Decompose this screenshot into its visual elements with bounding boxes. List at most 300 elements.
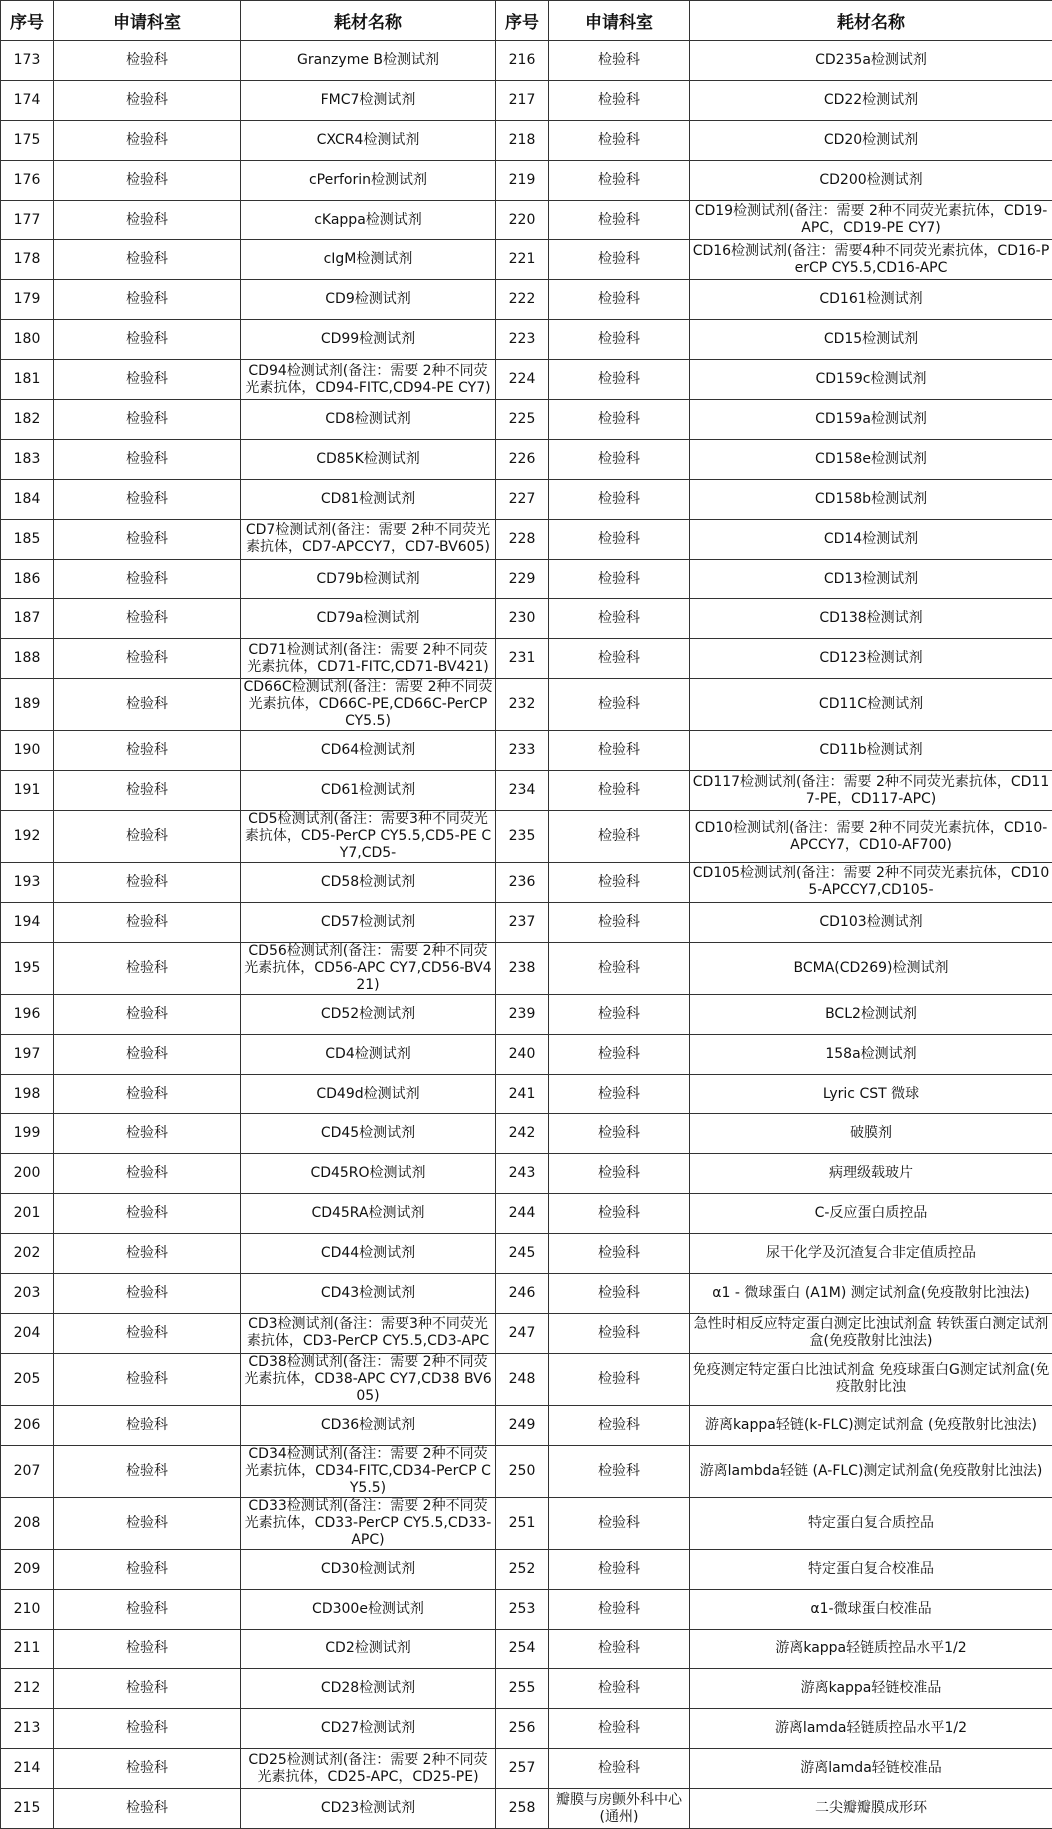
table-row (1, 519, 1052, 559)
seq-cell: 221 (496, 240, 549, 280)
name-cell: Granzyme B检测试剂 (241, 41, 496, 81)
dept-cell: 检验科 (54, 1709, 241, 1749)
dept-cell: 检验科 (54, 80, 241, 120)
dept-cell: 检验科 (54, 1194, 241, 1234)
name-cell: CD105检测试剂(备注：需要 2种不同荧光素抗体，CD105-APCCY7,CD105- (690, 863, 1052, 903)
dept-cell: 检验科 (54, 41, 241, 81)
dept-cell: 检验科 (54, 1749, 241, 1789)
table-row (1, 280, 1052, 320)
dept-cell: 检验科 (54, 1114, 241, 1154)
dept-cell: 检验科 (54, 160, 241, 200)
dept-cell: 检验科 (549, 1405, 690, 1445)
seq-cell: 196 (1, 994, 54, 1034)
table-row (1, 1034, 1052, 1074)
table-row (1, 1074, 1052, 1114)
dept-cell: 检验科 (549, 902, 690, 942)
name-cell: CD45RO检测试剂 (241, 1154, 496, 1194)
name-cell: Lyric CST 微球 (690, 1074, 1052, 1114)
seq-cell: 189 (1, 679, 54, 731)
name-cell: CD45检测试剂 (241, 1114, 496, 1154)
name-cell: CD20检测试剂 (690, 120, 1052, 160)
dept-cell: 检验科 (54, 1353, 241, 1405)
dept-cell: 检验科 (549, 120, 690, 160)
seq-cell: 239 (496, 994, 549, 1034)
dept-cell: 检验科 (54, 400, 241, 440)
name-cell: CD64检测试剂 (241, 731, 496, 771)
seq-cell: 237 (496, 902, 549, 942)
dept-cell: 检验科 (54, 771, 241, 811)
seq-cell: 228 (496, 519, 549, 559)
name-cell: 特定蛋白复合校准品 (690, 1549, 1052, 1589)
seq-cell: 222 (496, 280, 549, 320)
header-row (1, 1, 1052, 41)
dept-cell: 检验科 (549, 1313, 690, 1353)
dept-cell: 检验科 (54, 1669, 241, 1709)
name-cell: 游离kappa轻链校准品 (690, 1669, 1052, 1709)
name-cell: CD79b检测试剂 (241, 559, 496, 599)
name-cell: CD23检测试剂 (241, 1789, 496, 1829)
name-cell: CXCR4检测试剂 (241, 120, 496, 160)
dept-cell: 检验科 (549, 771, 690, 811)
name-cell: cIgM检测试剂 (241, 240, 496, 280)
seq-cell: 174 (1, 80, 54, 120)
seq-cell: 190 (1, 731, 54, 771)
name-cell: CD158e检测试剂 (690, 439, 1052, 479)
dept-cell: 检验科 (54, 240, 241, 280)
seq-cell: 181 (1, 360, 54, 400)
name-cell: CD43检测试剂 (241, 1274, 496, 1314)
dept-cell: 检验科 (549, 200, 690, 240)
dept-cell: 检验科 (54, 439, 241, 479)
name-cell: 二尖瓣瓣膜成形环 (690, 1789, 1052, 1829)
dept-cell: 检验科 (54, 1405, 241, 1445)
seq-cell: 208 (1, 1497, 54, 1549)
dept-cell: 检验科 (54, 1074, 241, 1114)
table-row (1, 1114, 1052, 1154)
dept-cell: 检验科 (54, 120, 241, 160)
name-cell: CD61检测试剂 (241, 771, 496, 811)
seq-cell: 256 (496, 1709, 549, 1749)
seq-cell: 257 (496, 1749, 549, 1789)
seq-cell: 207 (1, 1445, 54, 1497)
table-row (1, 599, 1052, 639)
dept-cell: 检验科 (549, 41, 690, 81)
seq-cell: 180 (1, 320, 54, 360)
seq-cell: 210 (1, 1589, 54, 1629)
name-cell: CD34检测试剂(备注：需要 2种不同荧光素抗体，CD34-FITC,CD34-PerCP CY5.5) (241, 1445, 496, 1497)
seq-cell: 243 (496, 1154, 549, 1194)
seq-cell: 183 (1, 439, 54, 479)
header-dept-right: 申请科室 (549, 1, 690, 41)
table-row (1, 731, 1052, 771)
seq-cell: 200 (1, 1154, 54, 1194)
dept-cell: 检验科 (54, 360, 241, 400)
dept-cell: 检验科 (54, 1629, 241, 1669)
name-cell: CD9检测试剂 (241, 280, 496, 320)
seq-cell: 187 (1, 599, 54, 639)
seq-cell: 212 (1, 1669, 54, 1709)
dept-cell: 检验科 (54, 1274, 241, 1314)
name-cell: CD49d检测试剂 (241, 1074, 496, 1114)
seq-cell: 258 (496, 1789, 549, 1829)
seq-cell: 248 (496, 1353, 549, 1405)
dept-cell: 检验科 (54, 994, 241, 1034)
dept-cell: 检验科 (54, 599, 241, 639)
dept-cell: 检验科 (549, 1629, 690, 1669)
seq-cell: 233 (496, 731, 549, 771)
dept-cell: 检验科 (54, 863, 241, 903)
seq-cell: 250 (496, 1445, 549, 1497)
name-cell: CD103检测试剂 (690, 902, 1052, 942)
name-cell: 游离lamda轻链质控品水平1/2 (690, 1709, 1052, 1749)
name-cell: BCL2检测试剂 (690, 994, 1052, 1034)
dept-cell: 检验科 (549, 1709, 690, 1749)
seq-cell: 192 (1, 811, 54, 863)
dept-cell: 检验科 (549, 320, 690, 360)
seq-cell: 224 (496, 360, 549, 400)
dept-cell: 检验科 (54, 1549, 241, 1589)
table-row (1, 1629, 1052, 1669)
dept-cell: 检验科 (549, 1497, 690, 1549)
seq-cell: 234 (496, 771, 549, 811)
dept-cell: 检验科 (54, 1313, 241, 1353)
name-cell: CD36检测试剂 (241, 1405, 496, 1445)
seq-cell: 177 (1, 200, 54, 240)
seq-cell: 217 (496, 80, 549, 120)
name-cell: CD81检测试剂 (241, 479, 496, 519)
name-cell: CD94检测试剂(备注：需要 2种不同荧光素抗体，CD94-FITC,CD94-PE CY7) (241, 360, 496, 400)
seq-cell: 205 (1, 1353, 54, 1405)
dept-cell: 检验科 (549, 1549, 690, 1589)
table-row (1, 1154, 1052, 1194)
table-row (1, 1445, 1052, 1497)
dept-cell: 检验科 (549, 942, 690, 994)
seq-cell: 238 (496, 942, 549, 994)
seq-cell: 199 (1, 1114, 54, 1154)
dept-cell: 检验科 (54, 1034, 241, 1074)
seq-cell: 176 (1, 160, 54, 200)
dept-cell: 检验科 (549, 1749, 690, 1789)
seq-cell: 215 (1, 1789, 54, 1829)
dept-cell: 检验科 (549, 360, 690, 400)
seq-cell: 226 (496, 439, 549, 479)
dept-cell: 检验科 (54, 1497, 241, 1549)
seq-cell: 235 (496, 811, 549, 863)
dept-cell: 检验科 (549, 1034, 690, 1074)
name-cell: CD28检测试剂 (241, 1669, 496, 1709)
dept-cell: 检验科 (549, 439, 690, 479)
name-cell: CD57检测试剂 (241, 902, 496, 942)
name-cell: CD7检测试剂(备注：需要 2种不同荧光素抗体，CD7-APCCY7，CD7-BV605) (241, 519, 496, 559)
dept-cell: 检验科 (549, 679, 690, 731)
dept-cell: 检验科 (549, 639, 690, 679)
dept-cell: 检验科 (549, 1114, 690, 1154)
table-row (1, 902, 1052, 942)
table-row (1, 1749, 1052, 1789)
dept-cell: 检验科 (54, 320, 241, 360)
seq-cell: 251 (496, 1497, 549, 1549)
seq-cell: 206 (1, 1405, 54, 1445)
table-row (1, 240, 1052, 280)
name-cell: cKappa检测试剂 (241, 200, 496, 240)
table-row (1, 1194, 1052, 1234)
name-cell: 病理级载玻片 (690, 1154, 1052, 1194)
seq-cell: 188 (1, 639, 54, 679)
name-cell: CD56检测试剂(备注：需要 2种不同荧光素抗体，CD56-APC CY7,CD56-BV421) (241, 942, 496, 994)
dept-cell: 检验科 (54, 200, 241, 240)
name-cell: CD16检测试剂(备注：需要4种不同荧光素抗体，CD16-PerCP CY5.5,CD16-APC (690, 240, 1052, 280)
table-row (1, 679, 1052, 731)
name-cell: CD138检测试剂 (690, 599, 1052, 639)
seq-cell: 247 (496, 1313, 549, 1353)
seq-cell: 242 (496, 1114, 549, 1154)
table-row (1, 863, 1052, 903)
name-cell: 急性时相反应特定蛋白测定比浊试剂盒 转铁蛋白测定试剂盒(免疫散射比浊法) (690, 1313, 1052, 1353)
seq-cell: 220 (496, 200, 549, 240)
dept-cell: 检验科 (54, 639, 241, 679)
dept-cell: 检验科 (549, 1669, 690, 1709)
seq-cell: 240 (496, 1034, 549, 1074)
table-row (1, 1353, 1052, 1405)
name-cell: CD161检测试剂 (690, 280, 1052, 320)
name-cell: CD44检测试剂 (241, 1234, 496, 1274)
table-row (1, 639, 1052, 679)
table-row (1, 160, 1052, 200)
name-cell: α1 - 微球蛋白 (A1M) 测定试剂盒(免疫散射比浊法) (690, 1274, 1052, 1314)
table-body (1, 41, 1052, 1829)
seq-cell: 191 (1, 771, 54, 811)
seq-cell: 197 (1, 1034, 54, 1074)
seq-cell: 252 (496, 1549, 549, 1589)
dept-cell: 检验科 (549, 479, 690, 519)
table-row (1, 400, 1052, 440)
name-cell: CD117检测试剂(备注：需要 2种不同荧光素抗体，CD117-PE，CD117-APC) (690, 771, 1052, 811)
table-row (1, 479, 1052, 519)
seq-cell: 203 (1, 1274, 54, 1314)
seq-cell: 225 (496, 400, 549, 440)
name-cell: CD33检测试剂(备注：需要 2种不同荧光素抗体，CD33-PerCP CY5.5,CD33-APC) (241, 1497, 496, 1549)
dept-cell: 检验科 (54, 1589, 241, 1629)
table-row (1, 811, 1052, 863)
dept-cell: 瓣膜与房颤外科中心(通州) (549, 1789, 690, 1829)
dept-cell: 检验科 (549, 599, 690, 639)
name-cell: CD300e检测试剂 (241, 1589, 496, 1629)
seq-cell: 245 (496, 1234, 549, 1274)
dept-cell: 检验科 (549, 80, 690, 120)
seq-cell: 195 (1, 942, 54, 994)
header-seq-right: 序号 (496, 1, 549, 41)
table-row (1, 1497, 1052, 1549)
name-cell: CD15检测试剂 (690, 320, 1052, 360)
table-row (1, 994, 1052, 1034)
name-cell: 特定蛋白复合质控品 (690, 1497, 1052, 1549)
name-cell: CD14检测试剂 (690, 519, 1052, 559)
name-cell: 破膜剂 (690, 1114, 1052, 1154)
table-row (1, 1709, 1052, 1749)
name-cell: CD11C检测试剂 (690, 679, 1052, 731)
seq-cell: 232 (496, 679, 549, 731)
name-cell: CD13检测试剂 (690, 559, 1052, 599)
name-cell: C-反应蛋白质控品 (690, 1194, 1052, 1234)
seq-cell: 202 (1, 1234, 54, 1274)
name-cell: FMC7检测试剂 (241, 80, 496, 120)
dept-cell: 检验科 (549, 811, 690, 863)
dept-cell: 检验科 (549, 400, 690, 440)
seq-cell: 223 (496, 320, 549, 360)
name-cell: CD27检测试剂 (241, 1709, 496, 1749)
name-cell: CD158b检测试剂 (690, 479, 1052, 519)
seq-cell: 229 (496, 559, 549, 599)
name-cell: CD3检测试剂(备注：需要3种不同荧光素抗体，CD3-PerCP CY5.5,CD3-APC (241, 1313, 496, 1353)
dept-cell: 检验科 (549, 519, 690, 559)
dept-cell: 检验科 (54, 811, 241, 863)
name-cell: CD85K检测试剂 (241, 439, 496, 479)
name-cell: CD58检测试剂 (241, 863, 496, 903)
table-row (1, 1669, 1052, 1709)
table-row (1, 41, 1052, 81)
seq-cell: 216 (496, 41, 549, 81)
dept-cell: 检验科 (549, 1353, 690, 1405)
seq-cell: 253 (496, 1589, 549, 1629)
dept-cell: 检验科 (549, 1274, 690, 1314)
name-cell: CD79a检测试剂 (241, 599, 496, 639)
dept-cell: 检验科 (549, 1445, 690, 1497)
seq-cell: 209 (1, 1549, 54, 1589)
dept-cell: 检验科 (54, 1234, 241, 1274)
header-seq-left: 序号 (1, 1, 54, 41)
dept-cell: 检验科 (54, 731, 241, 771)
name-cell: 游离kappa轻链质控品水平1/2 (690, 1629, 1052, 1669)
seq-cell: 173 (1, 41, 54, 81)
name-cell: CD19检测试剂(备注：需要 2种不同荧光素抗体，CD19-APC，CD19-PE CY7) (690, 200, 1052, 240)
seq-cell: 204 (1, 1313, 54, 1353)
name-cell: CD45RA检测试剂 (241, 1194, 496, 1234)
name-cell: 尿干化学及沉渣复合非定值质控品 (690, 1234, 1052, 1274)
name-cell: CD99检测试剂 (241, 320, 496, 360)
seq-cell: 214 (1, 1749, 54, 1789)
dept-cell: 检验科 (54, 280, 241, 320)
table-row (1, 942, 1052, 994)
seq-cell: 218 (496, 120, 549, 160)
dept-cell: 检验科 (54, 902, 241, 942)
dept-cell: 检验科 (549, 731, 690, 771)
dept-cell: 检验科 (549, 1234, 690, 1274)
table-row (1, 771, 1052, 811)
dept-cell: 检验科 (549, 1589, 690, 1629)
dept-cell: 检验科 (549, 280, 690, 320)
name-cell: CD25检测试剂(备注：需要 2种不同荧光素抗体，CD25-APC，CD25-PE) (241, 1749, 496, 1789)
seq-cell: 211 (1, 1629, 54, 1669)
table-row (1, 120, 1052, 160)
dept-cell: 检验科 (54, 559, 241, 599)
dept-cell: 检验科 (549, 1154, 690, 1194)
seq-cell: 231 (496, 639, 549, 679)
table-row (1, 1589, 1052, 1629)
name-cell: cPerforin检测试剂 (241, 160, 496, 200)
dept-cell: 检验科 (54, 679, 241, 731)
seq-cell: 198 (1, 1074, 54, 1114)
name-cell: CD200检测试剂 (690, 160, 1052, 200)
header-item-left: 耗材名称 (241, 1, 496, 41)
dept-cell: 检验科 (549, 1194, 690, 1234)
seq-cell: 186 (1, 559, 54, 599)
name-cell: CD159c检测试剂 (690, 360, 1052, 400)
dept-cell: 检验科 (54, 479, 241, 519)
name-cell: 免疫测定特定蛋白比浊试剂盒 免疫球蛋白G测定试剂盒(免疫散射比浊 (690, 1353, 1052, 1405)
seq-cell: 178 (1, 240, 54, 280)
seq-cell: 175 (1, 120, 54, 160)
name-cell: 游离lambda轻链 (A-FLC)测定试剂盒(免疫散射比浊法) (690, 1445, 1052, 1497)
seq-cell: 194 (1, 902, 54, 942)
dept-cell: 检验科 (549, 863, 690, 903)
seq-cell: 201 (1, 1194, 54, 1234)
seq-cell: 254 (496, 1629, 549, 1669)
name-cell: α1-微球蛋白校准品 (690, 1589, 1052, 1629)
seq-cell: 255 (496, 1669, 549, 1709)
dept-cell: 检验科 (54, 519, 241, 559)
table-row (1, 80, 1052, 120)
dept-cell: 检验科 (54, 1445, 241, 1497)
name-cell: BCMA(CD269)检测试剂 (690, 942, 1052, 994)
name-cell: 游离kappa轻链(k-FLC)测定试剂盒 (免疫散射比浊法) (690, 1405, 1052, 1445)
header-dept-left: 申请科室 (54, 1, 241, 41)
name-cell: CD123检测试剂 (690, 639, 1052, 679)
name-cell: CD52检测试剂 (241, 994, 496, 1034)
seq-cell: 184 (1, 479, 54, 519)
seq-cell: 236 (496, 863, 549, 903)
name-cell: CD10检测试剂(备注：需要 2种不同荧光素抗体，CD10-APCCY7，CD10-AF700) (690, 811, 1052, 863)
name-cell: 游离lamda轻链校准品 (690, 1749, 1052, 1789)
table-row (1, 1549, 1052, 1589)
seq-cell: 185 (1, 519, 54, 559)
name-cell: CD38检测试剂(备注：需要 2种不同荧光素抗体，CD38-APC CY7,CD38 BV605) (241, 1353, 496, 1405)
seq-cell: 179 (1, 280, 54, 320)
dept-cell: 检验科 (54, 942, 241, 994)
seq-cell: 219 (496, 160, 549, 200)
dept-cell: 检验科 (54, 1154, 241, 1194)
name-cell: CD5检测试剂(备注：需要3种不同荧光素抗体，CD5-PerCP CY5.5,CD5-PE CY7,CD5- (241, 811, 496, 863)
name-cell: CD22检测试剂 (690, 80, 1052, 120)
name-cell: CD2检测试剂 (241, 1629, 496, 1669)
name-cell: CD235a检测试剂 (690, 41, 1052, 81)
name-cell: CD4检测试剂 (241, 1034, 496, 1074)
seq-cell: 227 (496, 479, 549, 519)
dept-cell: 检验科 (549, 1074, 690, 1114)
dept-cell: 检验科 (549, 994, 690, 1034)
name-cell: CD71检测试剂(备注：需要 2种不同荧光素抗体，CD71-FITC,CD71-BV421) (241, 639, 496, 679)
table-row (1, 1789, 1052, 1829)
table-row (1, 320, 1052, 360)
name-cell: CD8检测试剂 (241, 400, 496, 440)
seq-cell: 249 (496, 1405, 549, 1445)
dept-cell: 检验科 (549, 240, 690, 280)
seq-cell: 182 (1, 400, 54, 440)
name-cell: CD66C检测试剂(备注：需要 2种不同荧光素抗体，CD66C-PE,CD66C-PerCP CY5.5) (241, 679, 496, 731)
table-row (1, 360, 1052, 400)
name-cell: 158a检测试剂 (690, 1034, 1052, 1074)
table-row (1, 1313, 1052, 1353)
table-row (1, 1234, 1052, 1274)
name-cell: CD30检测试剂 (241, 1549, 496, 1589)
header-item-right: 耗材名称 (690, 1, 1052, 41)
dept-cell: 检验科 (549, 160, 690, 200)
seq-cell: 241 (496, 1074, 549, 1114)
dept-cell: 检验科 (549, 559, 690, 599)
table-row (1, 559, 1052, 599)
seq-cell: 193 (1, 863, 54, 903)
dept-cell: 检验科 (54, 1789, 241, 1829)
name-cell: CD11b检测试剂 (690, 731, 1052, 771)
